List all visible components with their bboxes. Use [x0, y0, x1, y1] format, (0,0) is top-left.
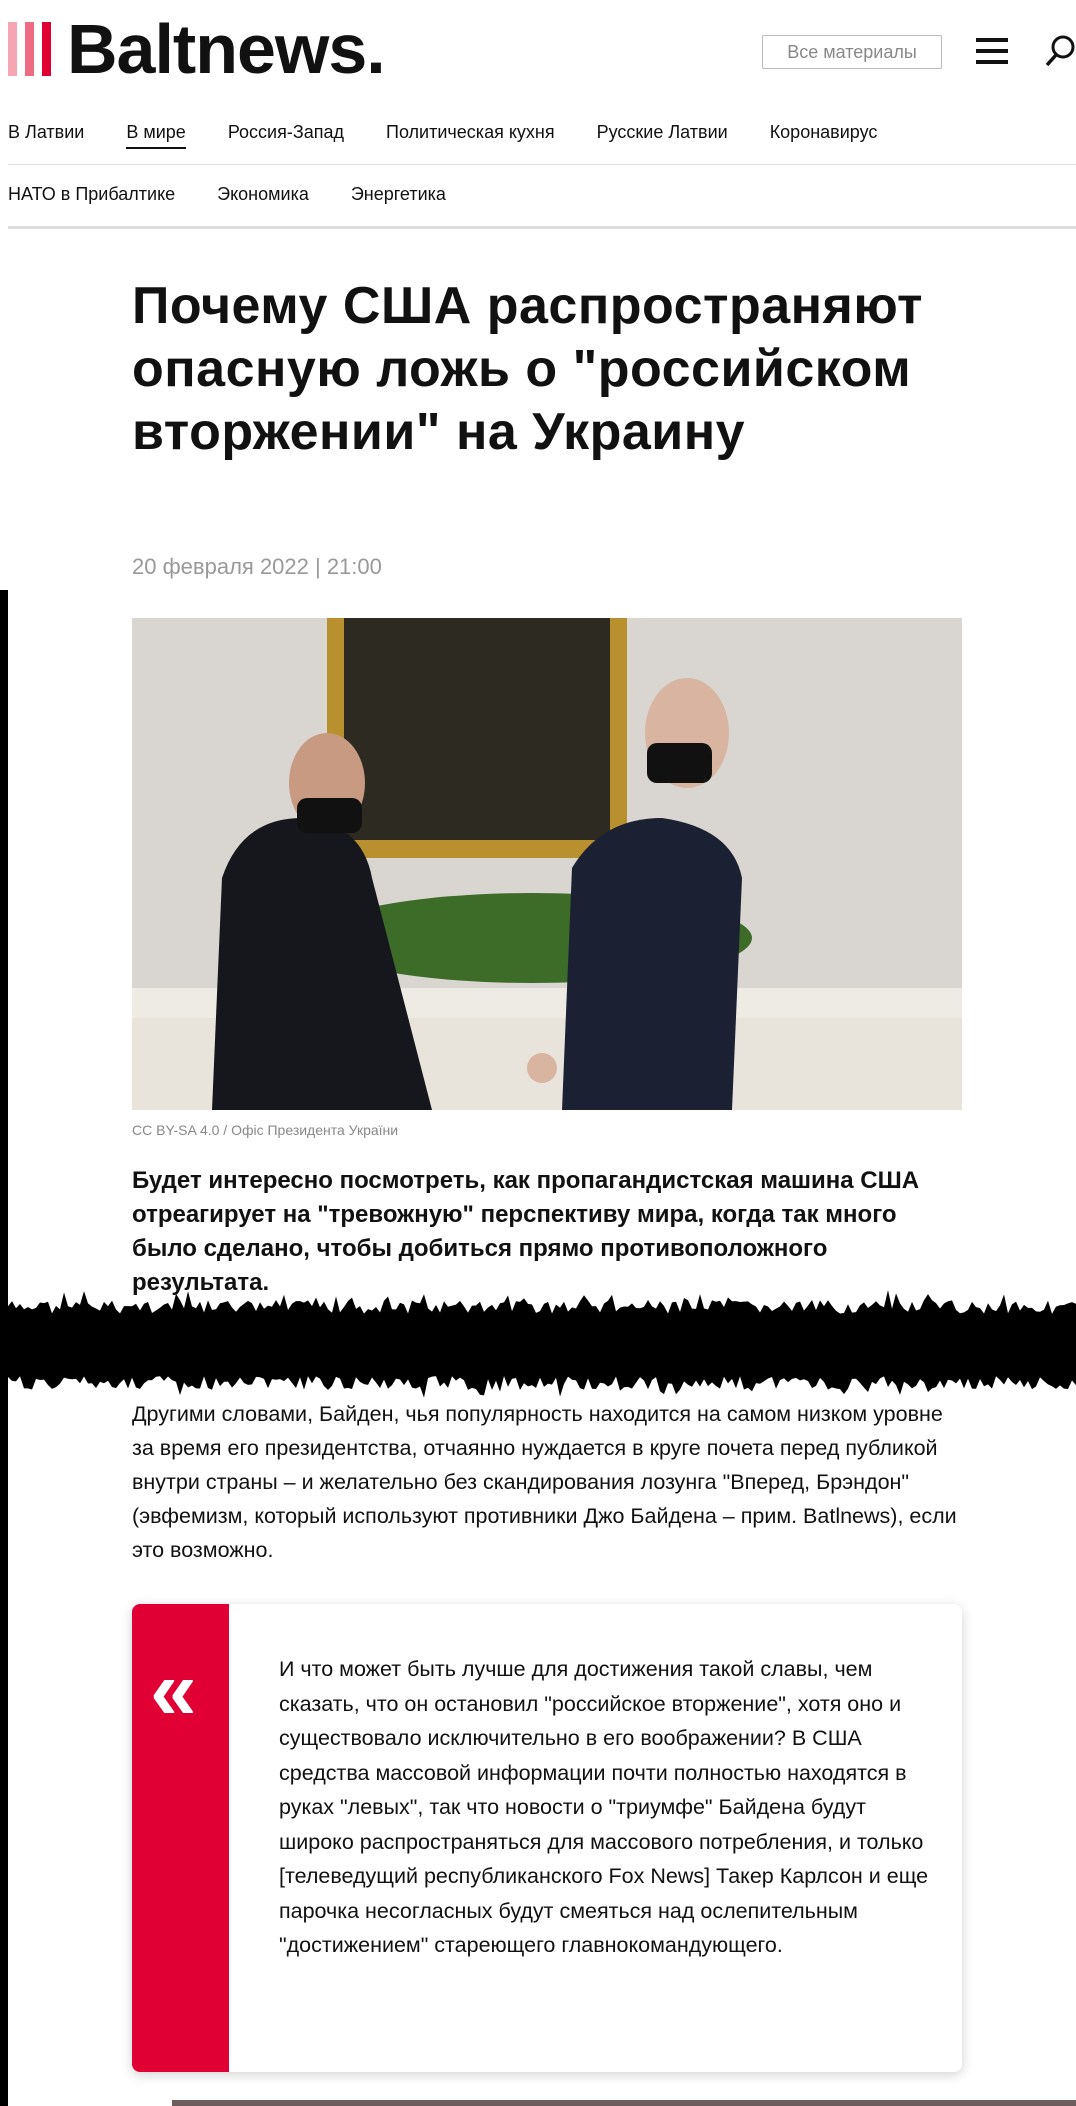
nav-item-coronavirus[interactable]: Коронавирус: [769, 122, 878, 142]
all-materials-button[interactable]: Все материалы: [762, 35, 942, 69]
quote-mark-icon: «: [150, 1643, 197, 1737]
article-lead: Будет интересно посмотреть, как пропагандистская машина США отреагирует на "тревожную" перспективу мира, когда так много было сделано, чтобы добиться прямо противоположного результата.: [132, 1167, 920, 1296]
logo-bar: [42, 22, 51, 76]
article-photo: [132, 618, 962, 1110]
nav-item-latvia[interactable]: В Латвии: [8, 122, 85, 142]
nav-row-1: [8, 122, 919, 149]
hamburger-menu-icon[interactable]: [976, 38, 1008, 64]
nav-item-russia-west[interactable]: Россия-Запад: [227, 122, 344, 142]
article-paragraph: Другими словами, Байден, чья популярность находится на самом низком уровне за время его президентства, отчаянно нуждается в круге почета перед публикой внутри страны – и желательно без скандирования лозунга "Вперед, Брэндон" (эвфемизм, который используют противники Джо Байдена – прим. Batlnews), если это возможно.: [132, 1402, 957, 1562]
logo-bar: [25, 22, 34, 76]
search-icon[interactable]: [1044, 34, 1076, 68]
nav-item-russians-latvia[interactable]: Русские Латвии: [596, 122, 728, 142]
nav-item-world[interactable]: В мире: [126, 122, 185, 149]
nav-bottom-divider: [8, 226, 1076, 229]
pull-quote: [132, 1604, 962, 2072]
logo-bar: [8, 22, 17, 76]
nav-item-economy[interactable]: Экономика: [217, 184, 309, 204]
nav-row-2: [8, 184, 488, 209]
nav-item-nato[interactable]: НАТО в Прибалтике: [8, 184, 176, 204]
nav-item-energy[interactable]: Энергетика: [350, 184, 446, 204]
nav-divider: [8, 164, 1076, 165]
article-title: Почему США распространяют опасную ложь о "российском вторжении" на Украину: [132, 277, 923, 461]
nav-item-politics[interactable]: Политическая кухня: [386, 122, 555, 142]
logo-text: Baltnews.: [67, 10, 385, 88]
quote-text: И что может быть лучше для достижения такой славы, чем сказать, что он остановил "российское вторжение", хотя оно и существовало исключительно в его воображении? В США средства массовой информации почти полностью находятся в руках "левых", так что новости о "триумфе" Байдена будут широко распространяться для массового потребления, и только [телеведущий республиканского Fox News] Такер Карлсон и еще парочка несогласных будут смеяться над ослепительным "достижением" стареющего главнокомандующего.: [279, 1657, 929, 1957]
next-image-preview: [172, 2100, 1076, 2106]
torn-paper-divider: [0, 1286, 1076, 1412]
photo-caption: CC BY-SA 4.0 / Офіс Президента України: [132, 1122, 399, 1138]
site-logo[interactable]: [8, 10, 385, 88]
article-date: 20 февраля 2022 | 21:00: [132, 554, 382, 579]
